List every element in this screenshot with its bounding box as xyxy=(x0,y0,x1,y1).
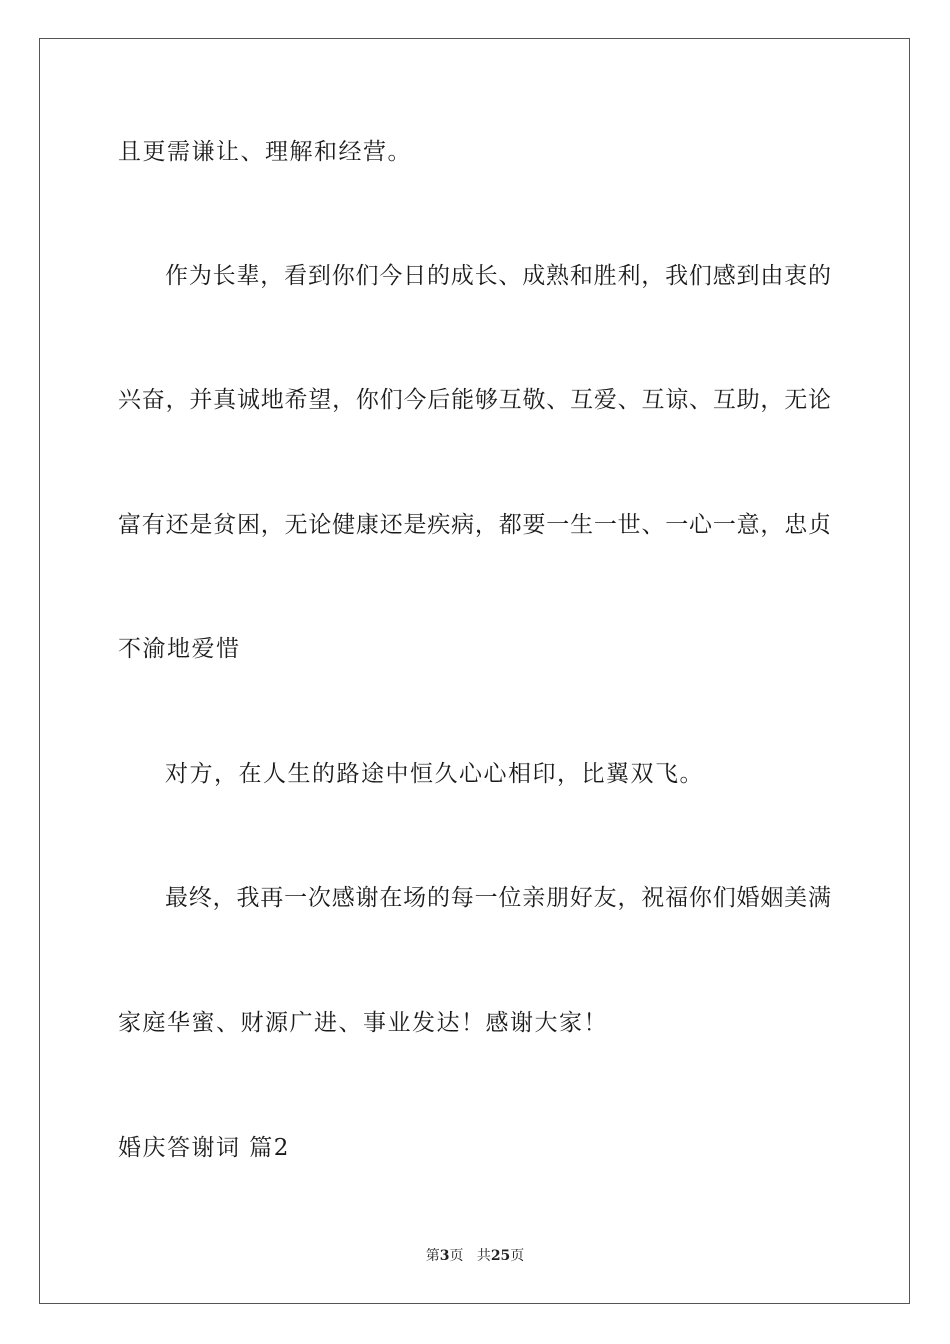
footer-page-suffix: 页 xyxy=(449,1248,464,1264)
paragraph-2-line-2: 兴奋，并真诚地希望，你们今后能够互敬、互爱、互谅、互助，无论 xyxy=(118,387,831,413)
footer-total-pages: 25 xyxy=(490,1248,511,1264)
page-border xyxy=(39,38,910,1304)
page-footer xyxy=(0,1247,950,1265)
paragraph-3-line-1: 对方，在人生的路途中恒久心心相印，比翼双飞。 xyxy=(165,761,704,787)
footer-page-prefix: 第 xyxy=(425,1248,440,1264)
paragraph-2-line-4: 不渝地爱惜 xyxy=(118,636,241,662)
paragraph-4-line-2: 家庭华蜜、财源广进、事业发达！感谢大家！ xyxy=(118,1010,608,1036)
paragraph-2-line-3: 富有还是贫困，无论健康还是疾病，都要一生一世、一心一意，忠贞 xyxy=(118,512,831,538)
footer-total-prefix: 共 xyxy=(476,1248,491,1264)
text-line-1: 且更需谦让、理解和经营。 xyxy=(118,139,412,165)
paragraph-4-line-1: 最终，我再一次感谢在场的每一位亲朋好友，祝福你们婚姻美满 xyxy=(165,885,831,911)
footer-page-number: 3 xyxy=(439,1248,450,1264)
paragraph-2-line-1: 作为长辈，看到你们今日的成长、成熟和胜利，我们感到由衷的 xyxy=(165,263,831,289)
section-heading: 婚庆答谢词 篇2 xyxy=(118,1135,290,1161)
footer-total-suffix: 页 xyxy=(510,1248,525,1264)
